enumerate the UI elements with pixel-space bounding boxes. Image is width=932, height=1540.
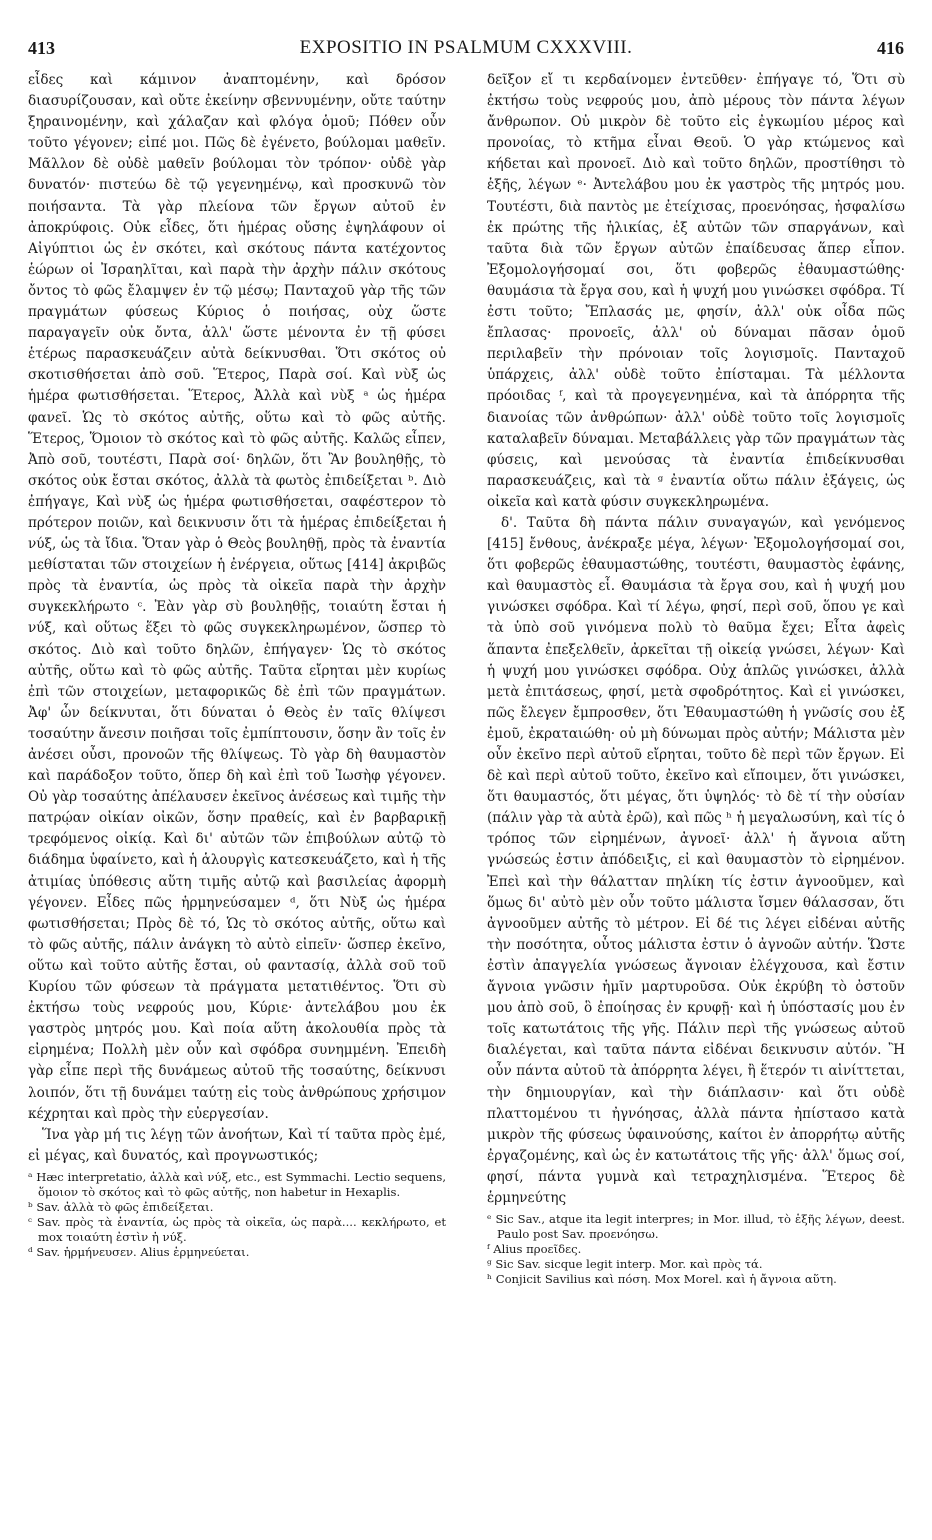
running-title: EXPOSITIO IN PSALMUM CXXXVIII. [299, 37, 633, 58]
footnote-a: ᵃ Hæc interpretatio, ἀλλὰ καὶ νύξ, etc., est Symmachi. Lectio sequens, ὅμοιον τὸ σκότος καὶ τὸ φῶς αὐτῆς, non habetur in Hexaplis. [28, 1169, 446, 1199]
footnote-c: ᶜ Sav. πρὸς τὰ ἐναντία, ὡς πρὸς τὰ οἰκεῖα, ὡς παρὰ.... κεκλήρωτο, et mox τοιαύτη ἐστὶν ἡ νύξ. [28, 1214, 446, 1244]
right-footnotes [487, 1212, 905, 1287]
right-column [487, 70, 905, 1287]
footnote-d: ᵈ Sav. ἡρμήνευσεν. Alius ἑρμηνεύεται. [28, 1244, 250, 1259]
left-paragraph-2: Ἵνα γὰρ μή τις λέγῃ τῶν ἀνοήτων, Καὶ τί ταῦτα πρὸς ἐμέ, εἰ μέγας, καὶ δυνατός, καὶ προγνωστικός; [28, 1126, 446, 1164]
footnote-e: ᵉ Sic Sav., atque ita legit interpres; in Mor. illud, τὸ ἑξῆς λέγων, deest. Paulo post Sav. προενόησω. [487, 1212, 905, 1242]
right-paragraph-1: δεῖξον εἴ τι κερδαίνομεν ἐντεῦθεν· ἐπήγαγε τό, Ὅτι σὺ ἐκτήσω τοὺς νεφρούς μου, ἀπὸ μέρους τὸν πάντα λέγων ἄνθρωπον. Οὐ μικρὸν δὲ τοῦτο εἰς ἐγκωμίου μέρος καὶ προνοίας, τὸ κτῆμα εἶναι Θεοῦ. Ὁ γὰρ κτώμενος καὶ κήδεται καὶ προνοεῖ. Διὸ καὶ τοῦτο δηλῶν, προστίθησι τὸ ἑξῆς, λέγων ᵉ· Ἀντελάβου μου ἐκ γαστρὸς τῆς μητρός μου. Τουτέστι, διὰ παντὸς με ἐτείχισας, προενόησας, ἠσφαλίσω ἐκ πρώτης τῆς ἡλικίας, ἐξ αὐτῶν τῶν σπαργάνων, καὶ ταῦτα διὰ τῶν ἔργων αὐτῶν ἐπαίδευσας ἅπερ εἶπον. Ἐξομολογήσομαί σοι, ὅτι φοβερῶς ἐθαυμαστώθης· θαυμάσια τὰ ἔργα σου, καὶ ἡ ψυχή μου γινώσκει σφόδρα. Τί ἐστι τοῦτο; Ἔπλασάς με, φησίν, ἀλλ' οὐκ οἶδα πῶς ἔπλασας· προνοεῖς, ἀλλ' οὐ δύναμαι πᾶσαν ὁμοῦ περιλαβεῖν τὴν πρόνοιαν τοῖς λογισμοῖς. Πανταχοῦ ὑπάρχεις, ἀλλ' οὐδὲ τοῦτο ἐπίσταμαι. Τὰ μέλλοντα πρόοιδας ᶠ, καὶ τὰ προγεγενημένα, καὶ τὰ ἀπόρρητα τῆς διανοίας τῶν ἀνθρώπων· ἀλλ' οὐδὲ τοῦτο τοῖς λογισμοῖς καταλαβεῖν δύναμαι. Μεταβάλλεις γὰρ τῶν πραγμάτων τὰς φύσεις, καὶ μενούσας τὰ ἐναντία ἐπιδείκνυσθαι παρασκευάζεις, καὶ τὰ ᵍ ἐναντία οὕτω πάλιν ἐξάγεις, ὡς οἰκεῖα καὶ κατὰ φύσιν συγκεκληρωμένα. [487, 72, 905, 510]
footnote-b: ᵇ Sav. ἀλλὰ τὸ φῶς ἐπιδείξεται. [28, 1199, 214, 1214]
left-column [28, 70, 446, 1260]
footnote-h: ʰ Conjicit Savilius καὶ πόση. Mox Morel. καὶ ἡ ἄγνοια αὕτη. [487, 1272, 837, 1287]
right-paragraph-2: δ'. Ταῦτα δὴ πάντα πάλιν συναγαγών, καὶ γενόμενος [415] ἔνθους, ἀνέκραξε μέγα, λέγων· Ἐξομολογήσομαί σοι, ὅτι φοβερῶς ἐθαυμαστώθης, τουτέστι, θαυμαστὸς ἐφάνης, καὶ θαυμαστὸς εἶ. Θαυμάσια τὰ ἔργα σου, καὶ ἡ ψυχή μου γινώσκει σφόδρα. Καὶ τί λέγω, φησί, περὶ σοῦ, ὅπου γε καὶ τὰ ὑπὸ σοῦ γινόμενα πολὺ τὸ θαῦμα ἔχει; Εἶτα ἀφεὶς ἅπαντα ἐπεξελθεῖν, ἀρκεῖται τῇ οἰκείᾳ γνώσει, λέγων· Καὶ ἡ ψυχή μου γινώσκει σφόδρα. Οὐχ ἁπλῶς γινώσκει, ἀλλὰ μετὰ ἐπιτάσεως, φησί, μετὰ σφοδρότητος. Καὶ εἰ γινώσκει, πῶς ἔλεγεν ἔμπροσθεν, ὅτι Ἐθαυμαστώθη ἡ γνῶσίς σου ἐξ ἐμοῦ, ἐκραταιώθη· οὐ μὴ δύνωμαι πρὸς αὐτήν; Μάλιστα μὲν οὖν ἐκεῖνο περὶ αὐτοῦ εἴρηται, τοῦτο δὲ περὶ τῶν ἔργων. Εἰ δὲ καὶ περὶ αὐτοῦ τοῦτο, ἐκεῖνο καὶ εἴποιμεν, ὅτι γινώσκει, ὅτι θαυμαστός, ὅτι μέγας, ὅτι ὑψηλός· τὸ δὲ τί τὴν οὐσίαν (πάλιν γὰρ τὰ αὐτὰ ἐρῶ), καὶ πῶς ʰ ἡ μεγαλωσύνη, καὶ τίς ὁ τρόπος τῶν εἰρημένων, ἀγνοεῖ· ἀλλ' ἡ ἄγνοια αὕτη γνώσεώς ἐστιν ἀπόδειξις, εἰ καὶ θαυμαστὸν τὸ εἰρημένον. Ἐπεὶ καὶ τὴν θάλατταν πηλίκη τίς ἐστιν ἀγνοοῦμεν, καὶ ὅμως δι' αὐτὸ μὲν οὖν τοῦτο μάλιστα ἴσμεν θάλασσαν, ὅτι ἀγνοοῦμεν αὐτῆς τὸ μέτρον. Εἰ δέ τις λέγει εἰδέναι αὐτῆς τὴν ποσότητα, οὗτος μάλιστα ἐστιν ὁ ἀγνοῶν αὐτήν. Ὥστε ἐστὶν ἀπαγγελία γνώσεως ἄγνοιαν ἐλέγχουσα, καὶ ἔστιν ἄγνοια γνῶσιν ἡμῖν μαρτυροῦσα. Οὐκ ἐκρύβη τὸ ὀστοῦν μου ἀπὸ σοῦ, ὃ ἐποίησας ἐν κρυφῇ· καὶ ἡ ὑπόστασίς μου ἐν τοῖς κατωτάτοις τῆς γῆς. Πάλιν περὶ τῆς γνώσεως αὐτοῦ διαλέγεται, καὶ ταῦτα πάντα εἰδέναι δεικνυσιν αὐτόν. Ἢ οὖν πάντα αὐτοῦ τὰ ἀπόρρητα λέγει, ἢ ἕτερόν τι αἰνίττεται, τὴν δημιουργίαν, καὶ τὴν διάπλασιν· καὶ ὅτι οὐδὲ πλαττομένου τι ἠγνόησας, ἀλλὰ πάντα ἠπίστασο κατὰ μικρὸν τῆς φύσεως ὑφαινούσης, καίτοι ἐν ἀπορρήτῳ αὐτῆς ἐργαζομένης, καὶ ὡς ἐν κατωτάτοις τῆς γῆς· ἀλλ' ὅμως σοί, φησί, πάντα γυμνὰ καὶ τετραχηλισμένα. Ἕτερος δὲ ἑρμηνεύτης [487, 514, 905, 1206]
page-number-right: 416 [876, 37, 904, 58]
left-paragraph-1: εἶδες καὶ κάμινον ἀναπτομένην, καὶ δρόσον διασυρίζουσαν, καὶ οὔτε ἐκείνην σβεννυμένην, οὔτε ταύτην ξηραινομένην, καὶ χάλαζαν καὶ φλόγα ὁμοῦ; Πόθεν οὖν τοῦτο γέγονεν; εἰπέ μοι. Πῶς δὲ ἐγένετο, βούλομαι μαθεῖν. Μᾶλλον δὲ οὐδὲ μαθεῖν βούλομαι τὸν τρόπον· οὐδὲ γὰρ δυνατόν· πιστεύω δὲ τῷ γεγενημένῳ, καὶ προσκυνῶ τὸν ποιήσαντα. Τὰ γὰρ πλείονα τῶν ἔργων αὐτοῦ ἐν ἀποκρύφοις. Οὐκ εἶδες, ὅτι ἡμέρας οὔσης ἐψηλάφουν οἱ Αἰγύπτιοι ὡς ἐν σκότει, καὶ σκότους πάντα κατέχοντος ἑώρων οἱ Ἰσραηλῖται, καὶ παρὰ τὴν ἀρχὴν πάλιν σκότους ὄντος τὸ φῶς ἔλαμψεν ἐν τῷ μέσῳ; Πανταχοῦ γὰρ τῆς τῶν πραγμάτων φύσεως Κύριος ὁ ποιήσας, οὐχ ὥστε παραγαγεῖν οὐκ ὄντα, ἀλλ' ὥστε μένοντα ἐν τῇ φύσει ἑτέρως παρασκευάζειν αὐτὰ δείκνυσθαι. Ὅτι σκότος οὐ σκοτισθήσεται ἀπὸ σοῦ. Ἕτερος, Παρὰ σοί. Καὶ νὺξ ὡς ἡμέρα φωτισθήσεται. Ἕτερος, Ἀλλὰ καὶ νὺξ ᵃ ὡς ἡμέρα φανεῖ. Ὡς τὸ σκότος αὐτῆς, οὕτω καὶ τὸ φῶς αὐτῆς. Ἕτερος, Ὅμοιον τὸ σκότος καὶ τὸ φῶς αὐτῆς. Καλῶς εἶπεν, Ἀπὸ σοῦ, τουτέστι, Παρὰ σοί· δηλῶν, ὅτι Ἂν βουληθῇς, τὸ σκότος οὐκ ἔσται σκότος, ἀλλὰ τὰ φωτὸς ἐπιδείξεται ᵇ. Διὸ ἐπήγαγε, Καὶ νὺξ ὡς ἡμέρα φωτισθήσεται, σαφέστερον τὸ πρότερον ποιῶν, καὶ δεικνυσιν ὅτι τὰ ἡμέρας ἐπιδείξεται ἡ νύξ, ὡς τὰ ἴδια. Ὅταν γὰρ ὁ Θεὸς βουληθῇ, πρὸς τὰ ἐναντία μεθίσταται τῶν στοιχείων ἡ ἐνέργεια, οὕτως [414] ἀκριβῶς πρὸς τὰ ἐναντία, ὡς πρὸς τὰ οἰκεῖα παρὰ τὴν ἀρχὴν συγκεκλήρωτο ᶜ. Ἐὰν γὰρ σὺ βουληθῇς, τοιαύτη ἔσται ἡ νύξ, καὶ οὕτως ἕξει τὸ φῶς συγκεκληρωμένον, ὥσπερ τὸ σκότος. Διὸ καὶ τοῦτο δηλῶν, ἐπήγαγεν· Ὡς τὸ σκότος αὐτῆς, οὕτω καὶ τὸ φῶς αὐτῆς. Ταῦτα εἴρηται μὲν κυρίως ἐπὶ τῶν στοιχείων, μεταφορικῶς δὲ ἐπὶ τῶν πραγμάτων. Ἀφ' ὧν δείκνυται, ὅτι δύναται ὁ Θεὸς ἐν ταῖς θλίψεσι τοσαύτην ἄνεσιν ποιῆσαι τοῖς ἐμπίπτουσιν, ὅσην ἂν τοῖς ἐν ἀνέσει οὖσι, προνοῶν τῆς θλίψεως. Τὸ γὰρ δὴ θαυμαστὸν καὶ παράδοξον τοῦτο, ὅπερ δὴ καὶ ἐπὶ τοῦ Ἰωσὴφ γέγονεν. Οὐ γὰρ τοσαύτης ἀπέλαυσεν ἐκεῖνος ἀνέσεως καὶ τιμῆς τὴν πατρῴαν οἰκίαν οἰκῶν, ὅσην πραθείς, καὶ ἐν βαρβαρικῇ τρεφόμενος οἰκίᾳ. Καὶ δι' αὐτῶν τῶν ἐπιβούλων αὐτῷ τὸ διάδημα ὑφαίνετο, καὶ ἡ ἁλουργὶς κατεσκευάζετο, καὶ ἡ τῆς ἀτιμίας ὑπόθεσις αὕτη τιμῆς αὐτῷ καὶ βασιλείας ἀφορμὴ γέγονεν. Εἶδες πῶς ἡρμηνεύσαμεν ᵈ, ὅτι Νὺξ ὡς ἡμέρα φωτισθήσεται; Πρὸς δὲ τό, Ὡς τὸ σκότος αὐτῆς, οὕτω καὶ τὸ φῶς αὐτῆς, πάλιν ἀνάγκη τὸ αὐτὸ εἰπεῖν· ὥσπερ ἐκεῖνο, οὕτω καὶ τοῦτο αὐτῆς ἔσται, οὐ φαντασίᾳ, ἀλλὰ σοῦ τοῦ Κυρίου τῶν φύσεων τὰ πράγματα μετατιθέντος. Ὅτι σὺ ἐκτήσω τοὺς νεφρούς μου, Κύριε· ἀντελάβου μου ἐκ γαστρὸς μητρός μου. Καὶ ποία αὕτη ἀκολουθία πρὸς τὰ εἰρημένα; Πολλὴ μὲν οὖν καὶ σφόδρα συνημμένη. Ἐπειδὴ γὰρ εἶπε περὶ τῆς δυνάμεως αὐτοῦ τῆς τοσαύτης, δείκνυσι λοιπόν, ὅτι τῇ δυνάμει ταύτῃ εἰς τοὺς ἀνθρώπους χρήσιμον κέχρηται καὶ πρὸς τὴν εὐεργεσίαν. [28, 72, 446, 1122]
running-header [28, 30, 904, 66]
page-number-left: 413 [28, 37, 55, 58]
footnote-g: ᵍ Sic Sav. sicque legit interp. Mor. καὶ πρὸς τά. [487, 1257, 763, 1272]
footnote-f: ᶠ Alius προεῖδες. [487, 1242, 582, 1257]
left-footnotes [28, 1170, 446, 1260]
